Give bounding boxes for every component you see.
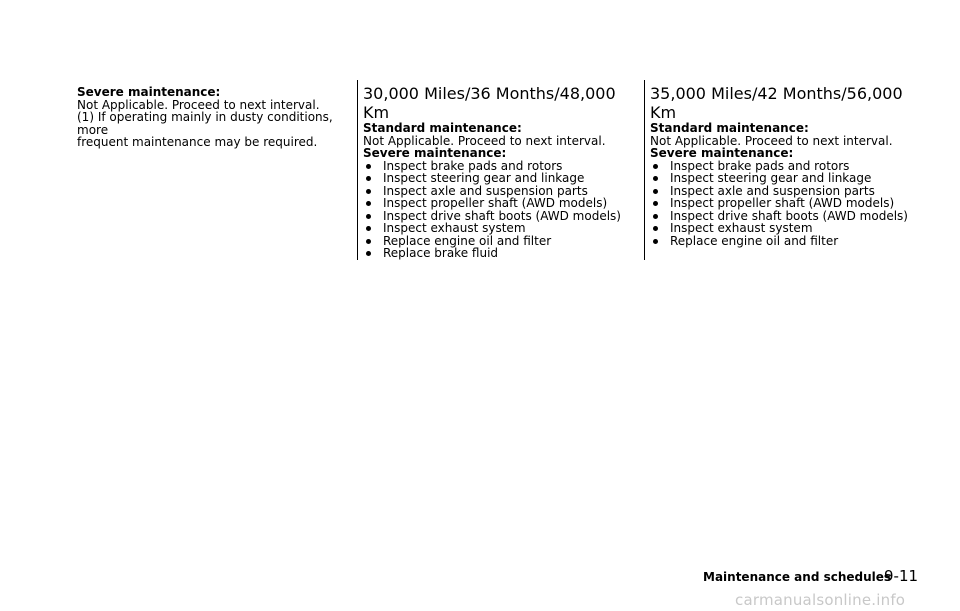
list-item-text: Inspect axle and suspension parts xyxy=(670,183,875,198)
watermark: carmanualsonline.info xyxy=(735,591,906,609)
list-item-text: Inspect steering gear and linkage xyxy=(670,171,872,185)
severe-maintenance-label: Severe maintenance: xyxy=(363,146,507,160)
bullet-icon xyxy=(366,201,371,206)
list-item xyxy=(650,235,930,248)
list-item-text: Inspect drive shaft boots (AWD models) xyxy=(670,208,908,223)
col1-line: Not Applicable. Proceed to next interval. xyxy=(77,97,320,112)
bullet-icon xyxy=(653,164,658,169)
column-3 xyxy=(644,80,930,260)
col1-line: (1) If operating mainly in dusty conditions, more xyxy=(77,110,333,137)
severe-maintenance-list xyxy=(650,160,930,248)
bullet-icon xyxy=(653,226,658,231)
list-item-text: Inspect drive shaft boots (AWD models) xyxy=(383,208,621,223)
list-item-text: Inspect brake pads and rotors xyxy=(383,158,563,173)
column-2 xyxy=(357,80,638,260)
severe-maintenance-list xyxy=(363,160,638,260)
list-item-text: Replace engine oil and filter xyxy=(383,233,552,248)
standard-maintenance-text: Not Applicable. Proceed to next interval. xyxy=(363,133,606,148)
severe-maintenance-label: Severe maintenance: xyxy=(77,85,221,99)
bullet-icon xyxy=(366,226,371,231)
interval-heading-30000: 30,000 Miles/36 Months/48,000 Km xyxy=(363,84,616,122)
bullet-icon xyxy=(653,214,658,219)
bullet-icon xyxy=(653,176,658,181)
bullet-icon xyxy=(366,164,371,169)
interval-heading-35000: 35,000 Miles/42 Months/56,000 Km xyxy=(650,84,903,122)
column-1 xyxy=(77,86,347,149)
bullet-icon xyxy=(653,239,658,244)
standard-maintenance-label: Standard maintenance: xyxy=(650,121,809,135)
footer-section-title: Maintenance and schedules xyxy=(703,570,892,584)
bullet-icon xyxy=(653,189,658,194)
standard-maintenance-text: Not Applicable. Proceed to next interval. xyxy=(650,133,893,148)
standard-maintenance-label: Standard maintenance: xyxy=(363,121,522,135)
severe-maintenance-label: Severe maintenance: xyxy=(650,146,794,160)
col1-line: frequent maintenance may be required. xyxy=(77,135,318,149)
list-item-text: Inspect exhaust system xyxy=(383,221,526,235)
list-item-text: Replace engine oil and filter xyxy=(670,233,839,248)
bullet-icon xyxy=(366,189,371,194)
list-item-text: Inspect brake pads and rotors xyxy=(670,158,850,173)
list-item-text: Inspect steering gear and linkage xyxy=(383,171,585,185)
list-item xyxy=(363,247,638,260)
page-number: 9-11 xyxy=(884,567,919,585)
list-item-text: Inspect propeller shaft (AWD models) xyxy=(383,196,608,210)
list-item-text: Replace brake fluid xyxy=(383,246,499,260)
bullet-icon xyxy=(366,239,371,244)
list-item-text: Inspect exhaust system xyxy=(670,221,813,235)
list-item-text: Inspect propeller shaft (AWD models) xyxy=(670,196,895,210)
bullet-icon xyxy=(366,214,371,219)
bullet-icon xyxy=(366,251,371,256)
list-item-text: Inspect axle and suspension parts xyxy=(383,183,588,198)
bullet-icon xyxy=(366,176,371,181)
bullet-icon xyxy=(653,201,658,206)
